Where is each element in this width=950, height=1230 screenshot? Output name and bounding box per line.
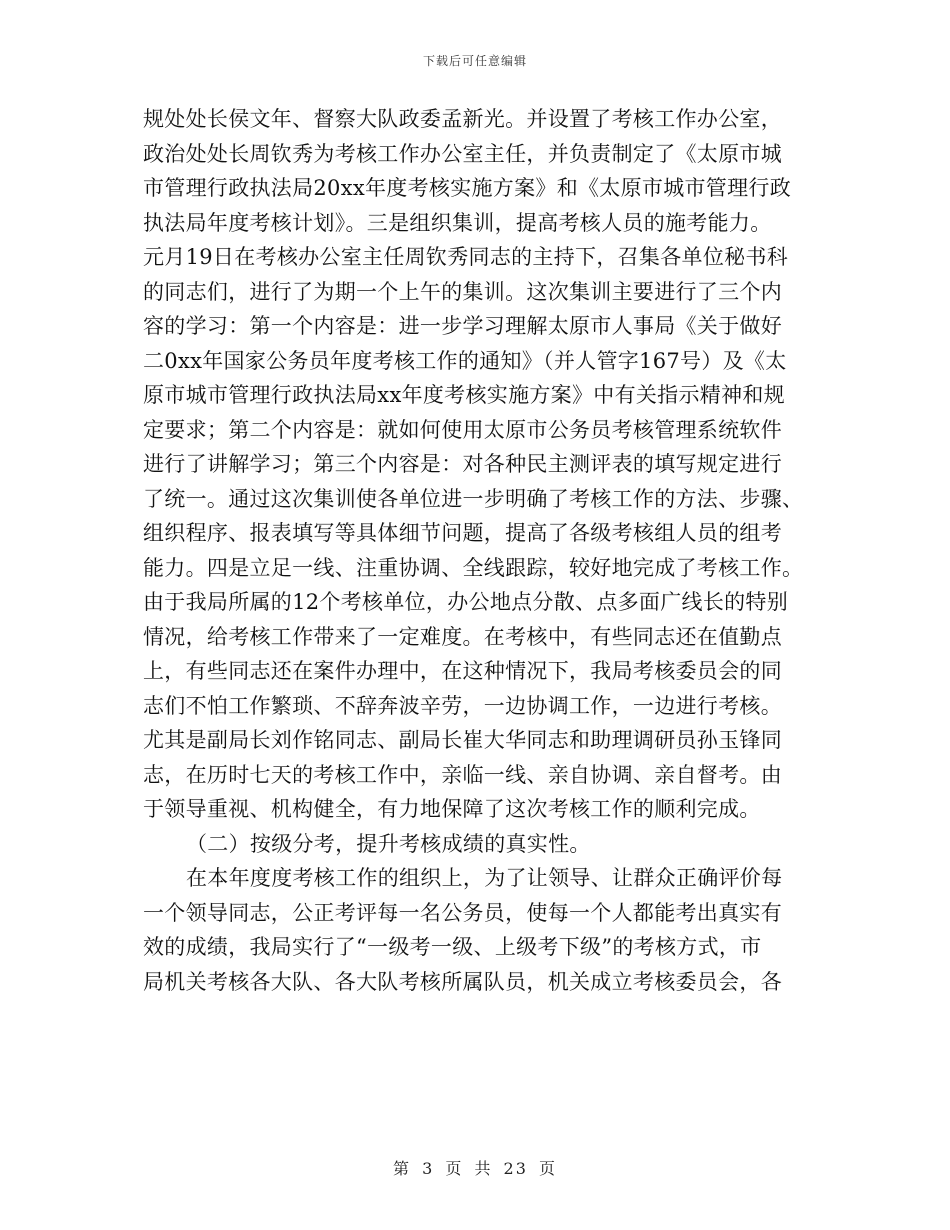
- body-line: 原市城市管理行政执法局xx年度考核实施方案》中有关指示精神和规: [143, 383, 785, 407]
- body-line: 上，有些同志还在案件办理中，在这种情况下，我局考核委员会的同: [143, 659, 782, 683]
- body-line: 元月19日在考核办公室主任周钦秀同志的主持下，召集各单位秘书科: [143, 245, 789, 269]
- body-line: 的同志们，进行了为期一个上午的集训。这次集训主要进行了三个内: [143, 279, 782, 304]
- page-number-footer: 第 3 页 共 23 页: [393, 1159, 557, 1178]
- body-line: 局机关考核各大队、各大队考核所属队员，机关成立考核委员会，各: [143, 969, 782, 994]
- body-line: 尤其是副局长刘作铭同志、副局长崔大华同志和助理调研员孙玉锋同: [143, 728, 782, 752]
- body-line: 由于我局所属的12个考核单位，办公地点分散、点多面广线长的特别: [143, 590, 789, 614]
- document-body: [143, 102, 807, 999]
- body-line: 容的学习：第一个内容是：进一步学习理解太原市人事局《关于做好: [143, 314, 782, 338]
- body-line: 进行了讲解学习；第三个内容是：对各种民主测评表的填写规定进行: [143, 452, 782, 476]
- body-line: 能力。四是立足一线、注重协调、全线跟踪，较好地完成了考核工作。: [143, 555, 804, 580]
- body-line: 二0xx年国家公务员年度考核工作的通知》（并人管字167号）及《太: [143, 348, 787, 373]
- body-line: 了统一。通过这次集训使各单位进一步明确了考核工作的方法、步骤、: [143, 486, 804, 511]
- paragraph-start-line: 在本年度度考核工作的组织上，为了让领导、让群众正确评价每: [186, 866, 783, 890]
- body-line: 一个领导同志，公正考评每一名公务员，使每一个人都能考出真实有: [143, 900, 782, 925]
- body-line: 志，在历时七天的考核工作中，亲临一线、亲自协调、亲自督考。由: [143, 762, 782, 787]
- body-line: 定要求；第二个内容是：就如何使用太原市公务员考核管理系统软件: [143, 417, 782, 442]
- body-line: 执法局年度考核计划》。三是组织集训，提高考核人员的施考能力。: [143, 210, 772, 235]
- body-line: 规处处长侯文年、督察大队政委孟新光。并设置了考核工作办公室，: [143, 107, 782, 131]
- body-line: 于领导重视、机构健全，有力地保障了这次考核工作的顺利完成。: [143, 797, 761, 821]
- body-line: 组织程序、报表填写等具体细节问题，提高了各级考核组人员的组考: [143, 521, 782, 545]
- page-header: 下载后可任意编辑: [422, 54, 527, 68]
- body-line: 市管理行政执法局20xx年度考核实施方案》和《太原市城市管理行政: [143, 176, 792, 200]
- body-line: 情况，给考核工作带来了一定难度。在考核中，有些同志还在值勤点: [143, 624, 782, 649]
- section-heading: （二）按级分考，提升考核成绩的真实性。: [186, 831, 591, 856]
- body-line: 政治处处长周钦秀为考核工作办公室主任，并负责制定了《太原市城: [143, 141, 782, 166]
- body-line: 效的成绩，我局实行了“一级考一级、上级考下级”的考核方式，市: [143, 935, 762, 959]
- body-line: 志们不怕工作繁琐、不辞奔波辛劳，一边协调工作，一边进行考核。: [143, 693, 782, 718]
